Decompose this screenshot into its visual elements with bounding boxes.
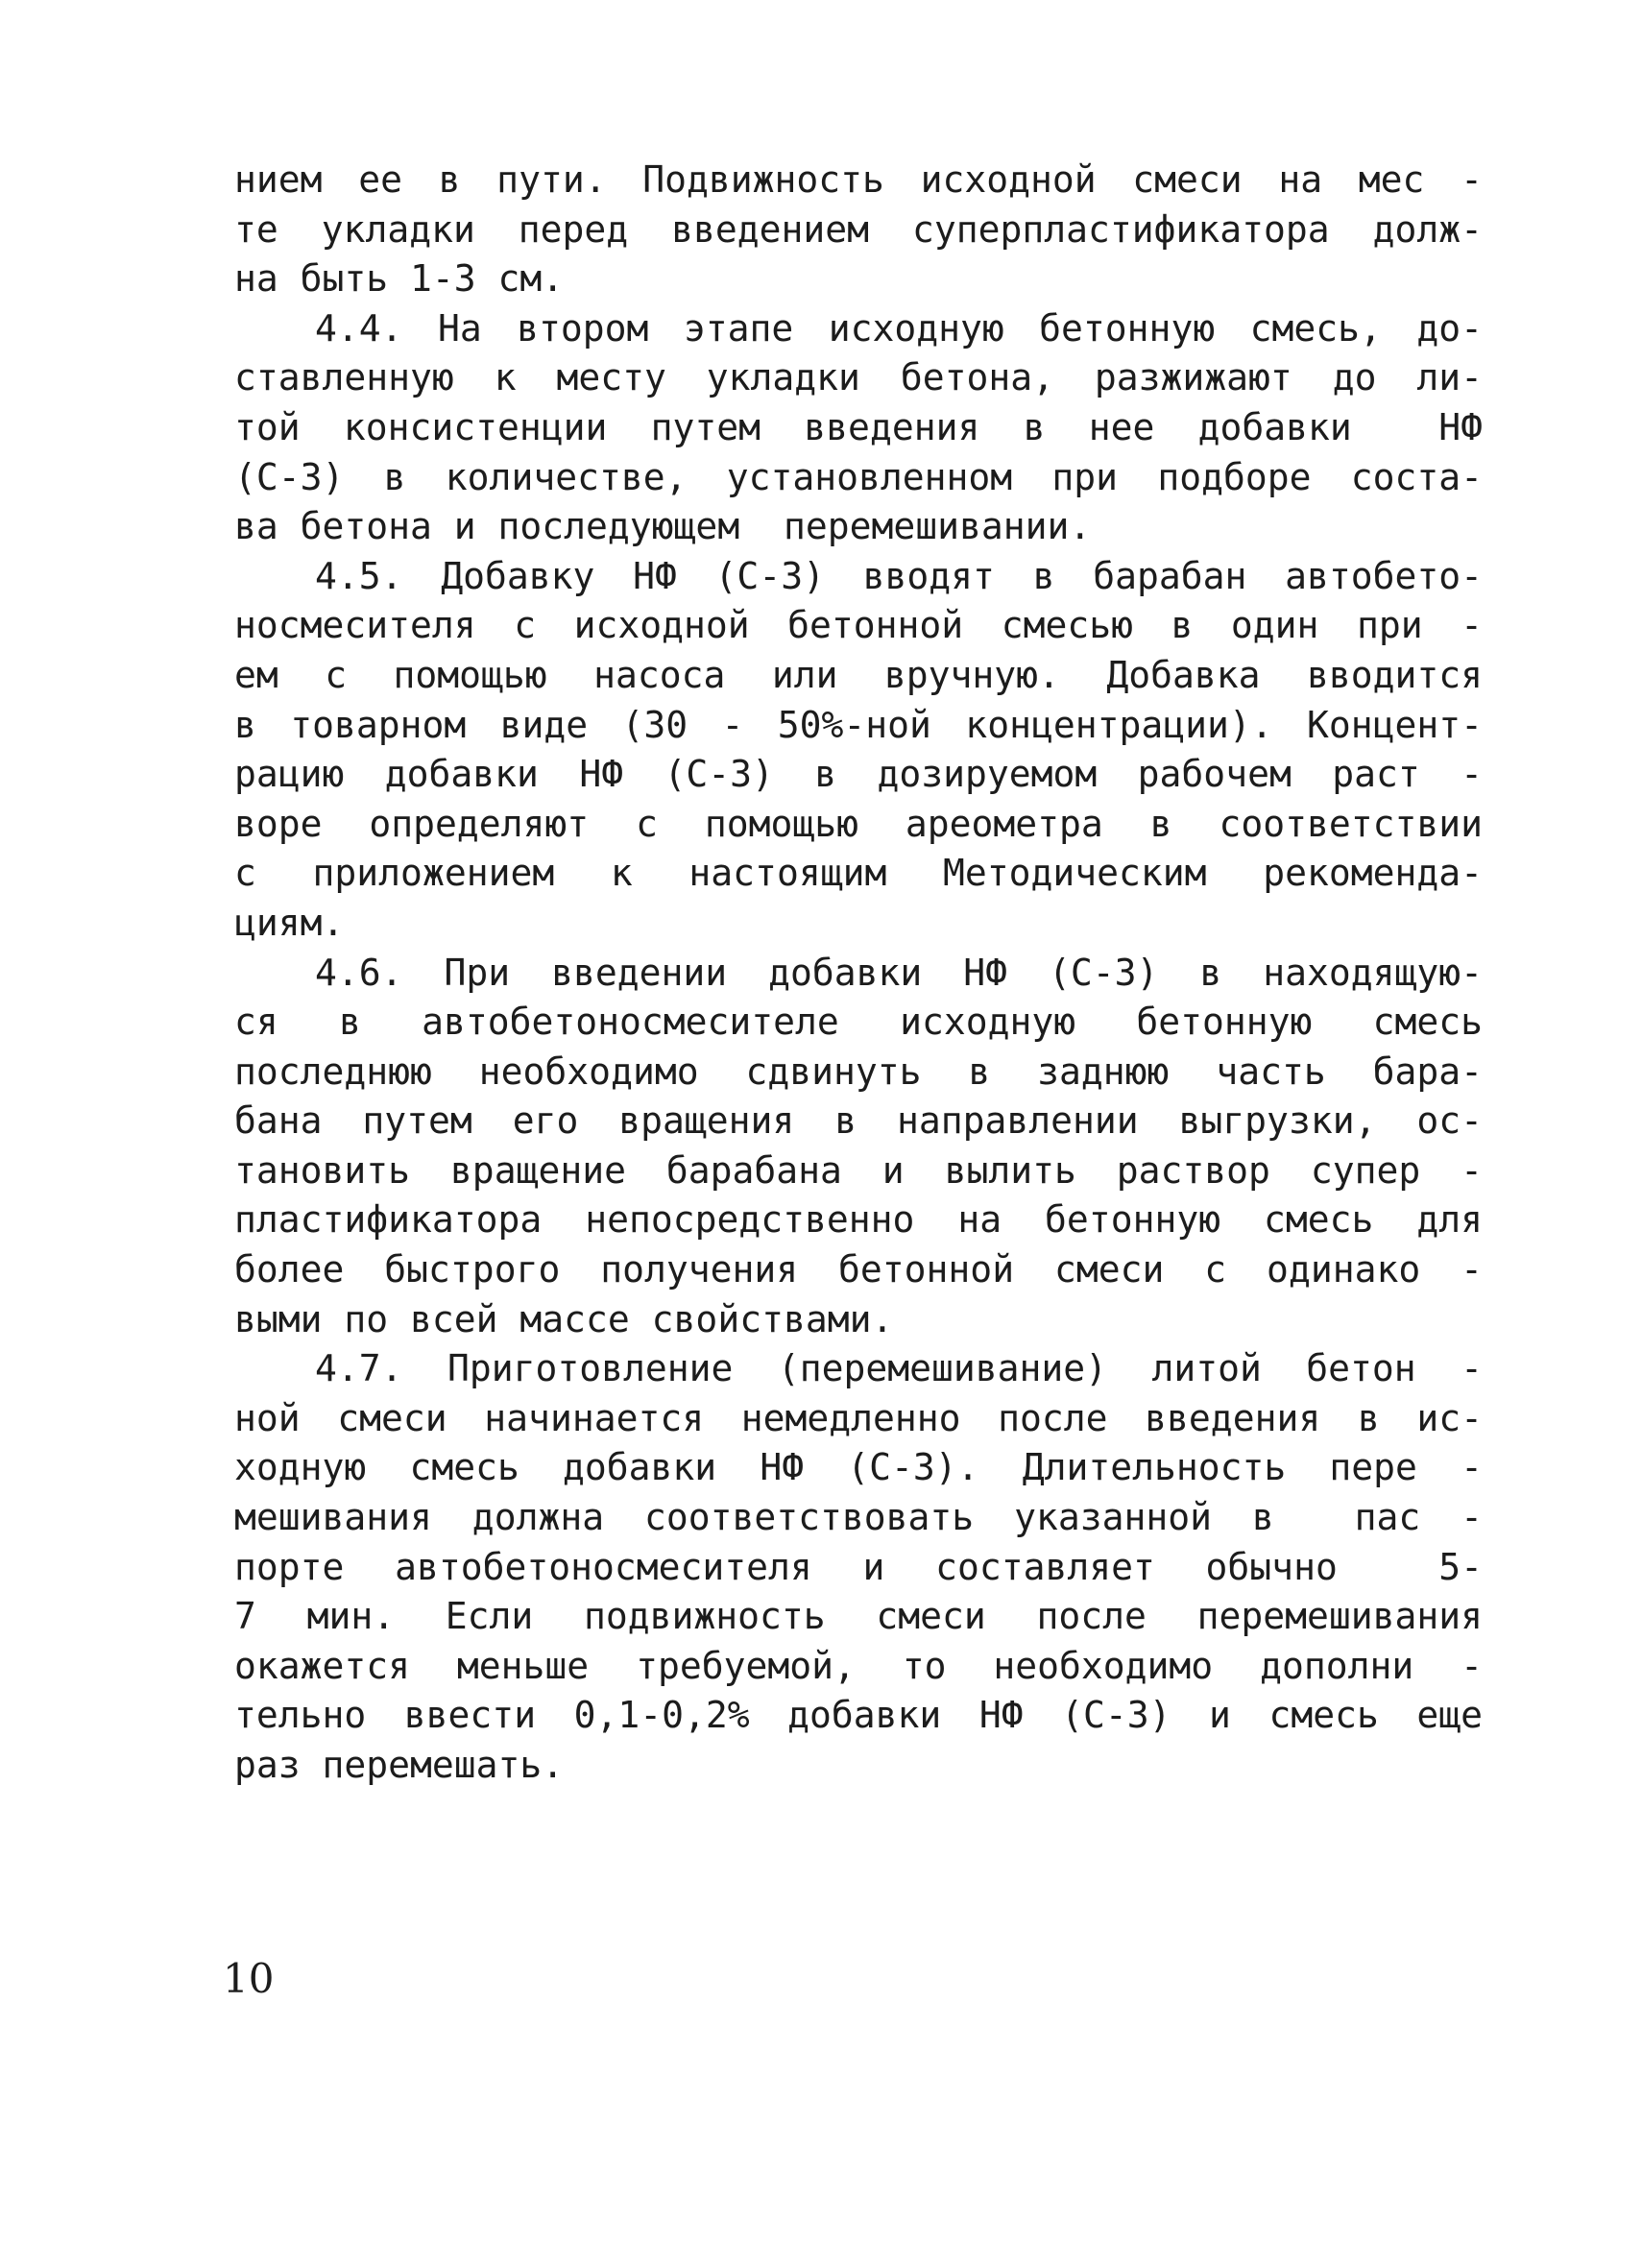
text-line: 4.7. Приготовление (перемешивание) литой бетон -: [315, 1347, 1483, 1390]
text-line: бана путем его вращения в направлении выгрузки, ос-: [234, 1099, 1483, 1143]
paragraph-4-5: [234, 552, 1483, 949]
text-line: носмесителя с исходной бетонной смесью в один при -: [234, 604, 1483, 647]
text-line: порте автобетоносмесителя и составляет обычно 5-: [234, 1545, 1483, 1588]
text-line: ставленную к месту укладки бетона, разжижают до ли-: [234, 356, 1483, 399]
page-number: 10: [223, 1955, 275, 2002]
text-line: на быть 1-3 см.: [234, 257, 565, 301]
text-line: ся в автобетоносмесителе исходную бетонную смесь: [234, 1001, 1483, 1044]
text-line: ной смеси начинается немедленно после введения в ис-: [234, 1396, 1483, 1439]
text-line: в товарном виде (30 - 50%-ной концентрации). Концент-: [234, 703, 1483, 746]
text-line: ва бетона и последующем перемешивании.: [234, 505, 1092, 548]
text-line: раз перемешать.: [234, 1744, 565, 1786]
text-line: (С-3) в количестве, установленном при подборе соста-: [234, 455, 1483, 498]
text-line: те укладки перед введением суперпластификатора долж-: [234, 207, 1483, 251]
text-line: воре определяют с помощью ареометра в соответствии: [234, 802, 1483, 845]
text-line: более быстрого получения бетонной смеси с одинако -: [234, 1248, 1483, 1291]
text-line: окажется меньше требуемой, то необходимо дополни -: [234, 1644, 1483, 1687]
text-line: той консистенции путем введения в нее добавки НФ: [234, 405, 1483, 448]
text-line: выми по всей массе свойствами.: [234, 1297, 894, 1340]
text-line: циям.: [234, 901, 345, 944]
paragraph-4-6: [234, 949, 1483, 1345]
text-line: ходную смесь добавки НФ (С-3). Длительность пере -: [234, 1446, 1483, 1489]
text-line: последнюю необходимо сдвинуть в заднюю часть бара-: [234, 1050, 1483, 1093]
text-line: мешивания должна соответствовать указанной в пас -: [234, 1496, 1483, 1539]
body-text: [234, 156, 1483, 1791]
text-line: ем с помощью насоса или вручную. Добавка вводится: [234, 653, 1483, 696]
paragraph-continued: [234, 156, 1483, 304]
text-line: рацию добавки НФ (С-3) в дозируемом рабочем раст -: [234, 753, 1483, 796]
text-line: пластификатора непосредственно на бетонную смесь для: [234, 1198, 1483, 1242]
text-line: 7 мин. Если подвижность смеси после перемешивания: [234, 1595, 1483, 1638]
paragraph-4-4: [234, 304, 1483, 552]
text-line: 4.4. На втором этапе исходную бетонную смесь, до-: [315, 306, 1483, 350]
text-line: тановить вращение барабана и вылить раствор супер -: [234, 1148, 1483, 1192]
text-line: тельно ввести 0,1-0,2% добавки НФ (С-3) и смесь еще: [234, 1694, 1483, 1737]
text-line: 4.5. Добавку НФ (С-3) вводят в барабан автобето-: [315, 554, 1483, 597]
text-line: с приложением к настоящим Методическим рекоменда-: [234, 852, 1483, 895]
text-line: 4.6. При введении добавки НФ (С-3) в находящую-: [315, 951, 1483, 994]
paragraph-4-7: [234, 1344, 1483, 1790]
text-line: нием ее в пути. Подвижность исходной смеси на мес -: [234, 158, 1483, 201]
